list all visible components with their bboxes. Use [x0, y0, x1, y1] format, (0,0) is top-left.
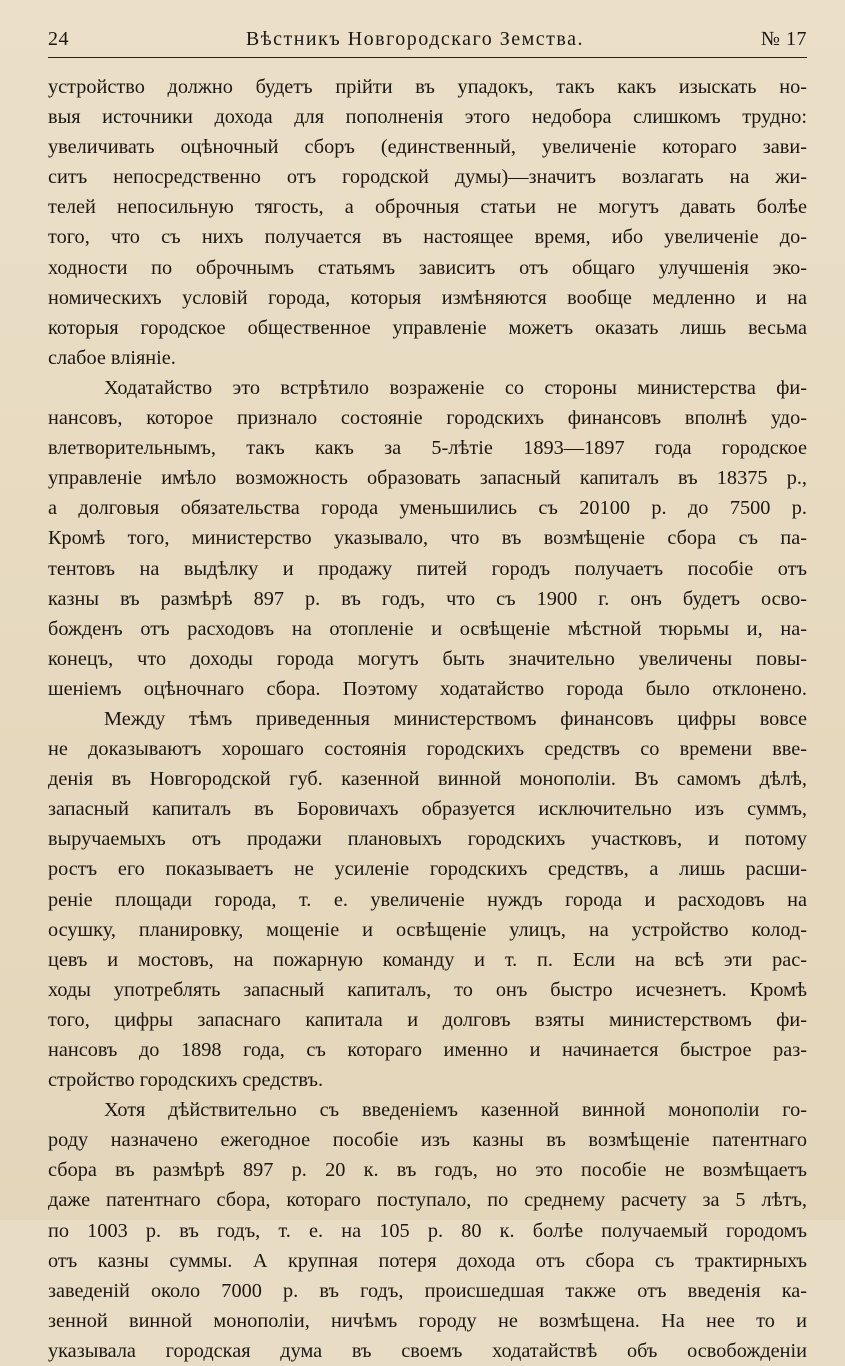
text-line: конецъ, что доходы города могутъ быть значительно увеличены повы-	[48, 647, 807, 670]
text-line: ходы употреблять запасный капиталъ, то онъ быстро исчезнетъ. Кромѣ	[48, 978, 807, 1001]
body-text	[48, 72, 807, 1366]
text-line: указывала городская дума въ своемъ ходатайствѣ объ освобожденіи	[48, 1339, 807, 1362]
text-line: слабое вліяніе.	[48, 346, 176, 369]
text-line: осушку, планировку, мощеніе и освѣщеніе улицъ, на устройство колод-	[48, 918, 807, 941]
text-line: того, цифры запаснаго капитала и долговъ взяты министерствомъ фи-	[48, 1008, 807, 1031]
text-line: не доказываютъ хорошаго состоянія городскихъ средствъ со времени вве-	[48, 738, 807, 761]
text-line: цевъ и мостовъ, на пожарную команду и т. п. Если на всѣ эти рас-	[48, 948, 807, 971]
text-line: управленіе имѣло возможность образовать запасный капиталъ въ 18375 р.,	[48, 467, 807, 490]
text-line: Ходатайство это встрѣтило возраженіе со стороны министерства фи-	[104, 376, 807, 399]
text-line: увеличивать оцѣночный сборъ (единственный, увеличеніе котораго зави-	[48, 136, 807, 159]
text-line: влетворительнымъ, такъ какъ за 5-лѣтіе 1893—1897 года городское	[48, 437, 807, 460]
text-line: шеніемъ оцѣночнаго сбора. Поэтому ходатайство города было отклонено.	[48, 677, 807, 700]
text-line: роду назначено ежегодное пособіе изъ казны въ возмѣщеніе патентнаго	[48, 1129, 807, 1152]
text-line: денія въ Новгородской губ. казенной винной монополіи. Въ самомъ дѣлѣ,	[48, 768, 807, 791]
text-line: стройство городскихъ средствъ.	[48, 1069, 324, 1092]
text-line: Хотя дѣйствительно съ введеніемъ казенной винной монополіи го-	[104, 1099, 807, 1122]
text-line: ходности по оброчнымъ статьямъ зависитъ отъ общаго улучшенія эко-	[48, 256, 807, 279]
text-line: которыя городское общественное управленіе можетъ оказать лишь весьма	[48, 316, 807, 339]
text-line: сбора въ размѣрѣ 897 р. 20 к. въ годъ, но это пособіе не возмѣщаетъ	[48, 1159, 807, 1182]
text-line: нансовъ, которое признало состояніе городскихъ финансовъ вполнѣ удо-	[48, 407, 807, 430]
text-line: выручаемыхъ отъ продажи плановыхъ городскихъ участковъ, и потому	[48, 828, 807, 851]
text-line: ситъ непосредственно отъ городской думы)—значитъ возлагать на жи-	[48, 166, 807, 189]
text-line: нансовъ до 1898 года, съ котораго именно и начинается быстрое раз-	[48, 1039, 807, 1061]
text-line: тентовъ на выдѣлку и продажу питей городъ получаетъ пособіе отъ	[48, 557, 807, 580]
text-line: Между тѣмъ приведенныя министерствомъ финансовъ цифры вовсе	[104, 707, 807, 730]
text-line: запасный капиталъ въ Боровичахъ образуется исключительно изъ суммъ,	[48, 798, 807, 821]
text-line: казны въ размѣрѣ 897 р. въ годъ, что съ 1900 г. онъ будетъ осво-	[48, 587, 807, 610]
journal-title: Вѣстникъ Новгородскаго Земства.	[245, 28, 584, 50]
text-line: того, что съ нихъ получается въ настоящее время, ибо увеличеніе до-	[48, 226, 807, 249]
text-line: ростъ его показываетъ не усиленіе городскихъ средствъ, а лишь расши-	[48, 858, 807, 881]
text-line: даже патентнаго сбора, котораго поступало, по среднему расчету за 5 лѣтъ,	[48, 1189, 807, 1212]
issue-number: № 17	[760, 28, 807, 50]
text-line: заведеній около 7000 р. въ годъ, происшедшая также отъ введенія ка-	[48, 1279, 807, 1302]
text-line: Кромѣ того, министерство указывало, что въ возмѣщеніе сбора съ па-	[48, 527, 807, 550]
text-line: реніе площади города, т. е. увеличеніе нуждъ города и расходовъ на	[48, 888, 807, 911]
text-line: телей непосильную тягость, а оброчныя статьи не могутъ давать болѣе	[48, 196, 807, 219]
text-line: зенной винной монополіи, ничѣмъ городу не возмѣщена. На нее то и	[48, 1309, 807, 1332]
page-number: 24	[48, 28, 69, 50]
text-line: номическихъ условій города, которыя измѣняются вообще медленно и на	[48, 286, 807, 309]
running-header	[48, 26, 807, 58]
text-line: а долговыя обязательства города уменьшились съ 20100 р. до 7500 р.	[48, 497, 807, 520]
text-line: отъ казны суммы. А крупная потеря дохода отъ сбора съ трактирныхъ	[48, 1249, 807, 1272]
text-line: по 1003 р. въ годъ, т. е. на 105 р. 80 к. болѣе получаемый городомъ	[48, 1219, 807, 1242]
text-line: божденъ отъ расходовъ на отопленіе и освѣщеніе мѣстной тюрьмы и, на-	[48, 617, 807, 640]
text-line: устройство должно будетъ прійти въ упадокъ, такъ какъ изыскать но-	[48, 76, 807, 98]
text-line: выя источники дохода для пополненія этого недобора слишкомъ трудно:	[48, 106, 807, 129]
